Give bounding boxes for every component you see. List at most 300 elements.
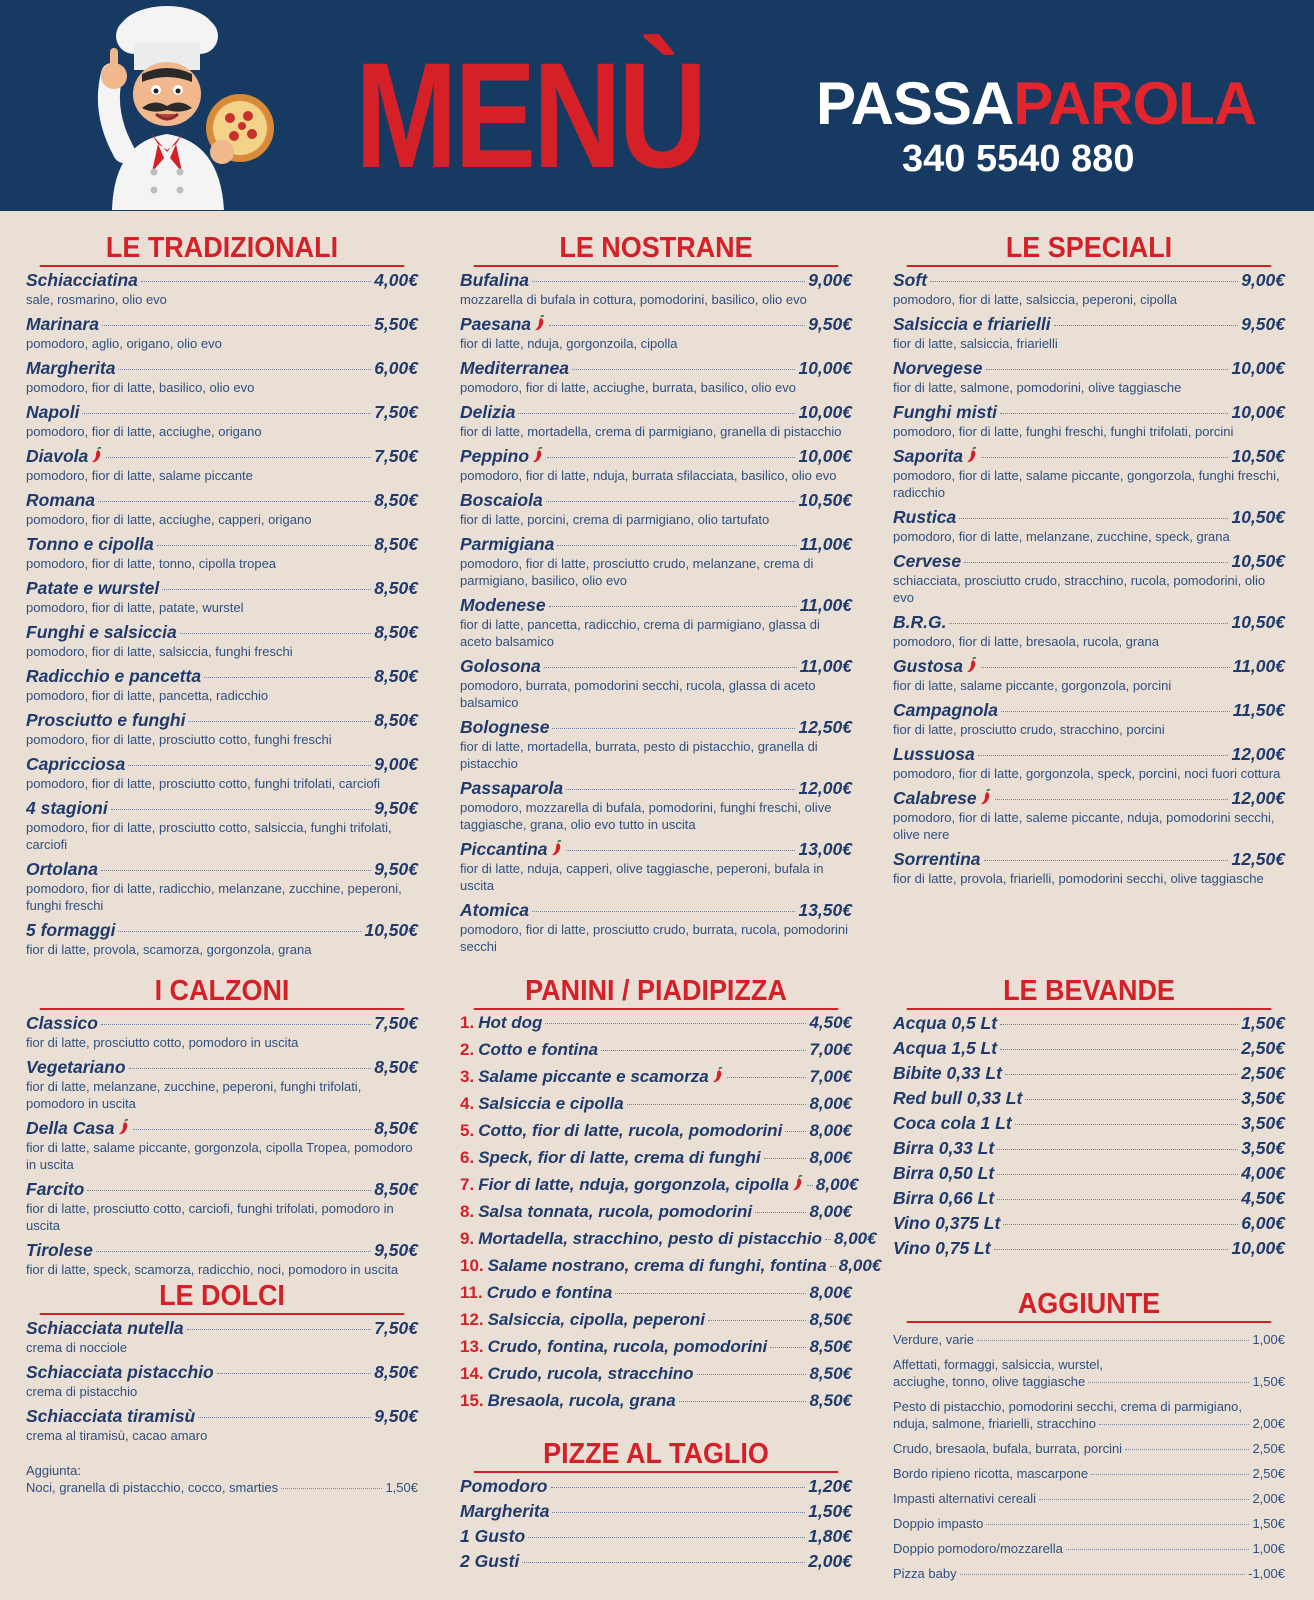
item-description: pomodoro, fior di latte, melanzane, zucchine, speck, grana — [893, 529, 1230, 544]
menu-item — [26, 709, 418, 748]
addon-row — [893, 1415, 1285, 1432]
menu-item — [26, 1361, 418, 1400]
item-row — [460, 1228, 877, 1250]
item-name — [26, 665, 201, 687]
dot-leader — [994, 1249, 1229, 1250]
item-name-text: Salsiccia e friarielli — [893, 314, 1051, 334]
item-name — [460, 533, 554, 555]
item-price: 8,00€ — [815, 1175, 859, 1194]
item-price: 12,00€ — [798, 778, 852, 798]
chili-pepper-icon — [91, 447, 103, 463]
item-name-text: Birra 0,33 Lt — [893, 1138, 995, 1158]
item-name-text: Bibite 0,33 Lt — [893, 1063, 1002, 1083]
item-number: 2. — [460, 1040, 475, 1059]
item-name — [460, 1500, 549, 1522]
item-price: 1,80€ — [808, 1526, 852, 1546]
dot-leader — [627, 1104, 807, 1105]
section-title: PIZZE AL TAGLIO — [474, 1438, 839, 1473]
item-number: 1. — [460, 1013, 475, 1032]
item-row — [460, 1500, 852, 1522]
item-name-text: Salsa tonnata, rucola, pomodorini — [478, 1202, 753, 1221]
item-name — [26, 533, 154, 555]
item-price: 10,50€ — [798, 490, 852, 510]
menu-item — [460, 1201, 852, 1223]
item-name-text: Margherita — [460, 1501, 550, 1521]
item-name-text: Bufalina — [460, 270, 530, 290]
item-description: pomodoro, fior di latte, salsiccia, funghi freschi — [26, 644, 293, 659]
menu-item — [460, 445, 852, 484]
item-name-text: Farcito — [26, 1179, 85, 1199]
item-price: 9,50€ — [374, 1406, 418, 1426]
addon-name: Doppio impasto — [893, 1516, 984, 1531]
item-name — [460, 777, 563, 799]
addon-text: Noci, granella di pistacchio, cocco, smarties — [26, 1480, 279, 1495]
dot-leader — [1066, 1549, 1250, 1550]
item-name-text: Funghi misti — [893, 402, 998, 422]
item-description: pomodoro, fior di latte, salsiccia, peperoni, cipolla — [893, 292, 1177, 307]
addon-row — [893, 1373, 1285, 1390]
item-row — [26, 1361, 418, 1383]
item-price: 10,00€ — [1231, 358, 1285, 378]
dot-leader — [1039, 1499, 1249, 1500]
item-name-text: Hot dog — [478, 1013, 543, 1032]
item-name — [26, 1405, 195, 1427]
item-row — [893, 1087, 1285, 1109]
dot-leader — [204, 677, 371, 678]
menu-item — [893, 1187, 1285, 1209]
menu-item — [26, 797, 418, 853]
menu-item — [26, 919, 418, 958]
item-row — [460, 1255, 882, 1277]
menu-item — [26, 401, 418, 440]
item-price: 12,00€ — [1231, 744, 1285, 764]
item-row — [460, 1309, 852, 1331]
item-name-text: Tirolese — [26, 1240, 93, 1260]
item-price: 4,50€ — [809, 1013, 852, 1032]
item-name — [26, 445, 103, 467]
item-description: pomodoro, fior di latte, nduja, burrata sfilacciata, basilico, olio evo — [460, 468, 837, 483]
menu-item — [460, 899, 852, 955]
item-row — [893, 1237, 1285, 1259]
item-name — [26, 357, 115, 379]
item-name — [460, 1147, 761, 1169]
item-name — [26, 489, 95, 511]
item-description: mozzarella di bufala in cottura, pomodorini, basilico, olio evo — [460, 292, 807, 307]
addon-price: -1,00€ — [1248, 1566, 1285, 1581]
chili-pepper-icon — [118, 1119, 130, 1135]
item-row — [893, 1037, 1285, 1059]
item-row — [893, 313, 1285, 335]
item-row — [26, 577, 418, 599]
item-number: 9. — [460, 1229, 475, 1248]
item-name — [893, 848, 981, 870]
section-le-bevande — [893, 975, 1285, 1262]
dot-leader — [545, 1023, 806, 1024]
item-name-text: Romana — [26, 490, 96, 510]
dot-leader — [697, 1374, 807, 1375]
dot-leader — [1025, 1099, 1238, 1100]
menu-item — [460, 1282, 852, 1304]
dot-leader — [82, 413, 371, 414]
menu-item — [893, 357, 1285, 396]
menu-item — [460, 655, 852, 711]
item-name — [460, 489, 543, 511]
item-row — [460, 1550, 852, 1572]
menu-item — [460, 269, 852, 308]
item-number: 5. — [460, 1121, 475, 1140]
item-row — [893, 1137, 1285, 1159]
item-name-text: Capricciosa — [26, 754, 126, 774]
item-description: fior di latte, mortadella, burrata, pesto di pistacchio, granella di pistacchio — [460, 739, 818, 771]
item-name — [893, 313, 1051, 335]
item-name — [26, 709, 185, 731]
item-name — [460, 1039, 598, 1061]
item-name — [460, 1012, 542, 1034]
menu-item — [26, 753, 418, 792]
dot-leader — [615, 1293, 806, 1294]
section-title: LE TRADIZIONALI — [40, 232, 405, 267]
addon-name: nduja, salmone, friarielli, stracchino — [893, 1416, 1097, 1431]
addon-row — [26, 1479, 418, 1496]
item-name — [460, 1201, 752, 1223]
dot-leader — [102, 325, 371, 326]
item-name — [460, 445, 544, 467]
item-name — [26, 577, 159, 599]
item-price: 10,50€ — [1231, 612, 1285, 632]
item-name-text: Radicchio e pancetta — [26, 666, 202, 686]
item-description: pomodoro, fior di latte, tonno, cipolla tropea — [26, 556, 277, 571]
dolci-addon — [26, 1462, 418, 1496]
dot-leader — [770, 1347, 806, 1348]
item-description: pomodoro, fior di latte, pancetta, radicchio — [26, 688, 269, 703]
item-name-text: Rustica — [893, 507, 957, 527]
item-row — [26, 858, 418, 880]
item-row — [893, 1012, 1285, 1034]
dot-leader — [1003, 1224, 1238, 1225]
item-row — [26, 621, 418, 643]
item-row — [26, 1239, 418, 1261]
item-row — [893, 787, 1285, 809]
item-row — [460, 269, 852, 291]
addon-item — [893, 1440, 1285, 1457]
item-price: 7,50€ — [374, 1318, 418, 1338]
item-name — [893, 506, 956, 528]
item-description: fior di latte, nduja, gorgonzoila, cipolla — [460, 336, 678, 351]
dot-leader — [930, 281, 1238, 282]
item-price: 9,00€ — [374, 754, 418, 774]
item-price: 12,00€ — [1231, 788, 1285, 808]
item-name-text: Acqua 1,5 Lt — [893, 1038, 998, 1058]
item-name-text: Golosona — [460, 656, 541, 676]
item-name-text: Saporita — [893, 446, 964, 466]
menu-item — [460, 1093, 852, 1115]
chef-mascot-icon — [72, 2, 282, 210]
item-name-text: Fior di latte, nduja, gorgonzola, cipolla — [478, 1175, 789, 1194]
item-name — [460, 1066, 724, 1088]
item-name — [460, 1475, 548, 1497]
dot-leader — [959, 518, 1228, 519]
item-row — [893, 1162, 1285, 1184]
menu-item — [26, 577, 418, 616]
dot-leader — [1005, 1074, 1238, 1075]
item-name-text: Boscaiola — [460, 490, 543, 510]
item-price: 4,00€ — [374, 270, 418, 290]
addon-price: 2,00€ — [1252, 1416, 1285, 1431]
item-price: 13,00€ — [798, 839, 852, 859]
dot-leader — [118, 931, 361, 932]
addon-name: acciughe, tonno, olive taggiasche — [893, 1374, 1086, 1389]
item-name-text: Ortolana — [26, 859, 98, 879]
item-row — [460, 655, 852, 677]
item-description: fior di latte, speck, scamorza, radicchio, noci, pomodoro in uscita — [26, 1262, 399, 1277]
item-name — [26, 1361, 214, 1383]
item-name-text: Vino 0,375 Lt — [893, 1213, 1001, 1233]
menu-item — [893, 787, 1285, 843]
menu-item — [893, 1212, 1285, 1234]
section-title: LE SPECIALI — [907, 232, 1272, 267]
item-row — [460, 445, 852, 467]
dot-leader — [522, 1562, 805, 1563]
menu-item — [460, 1147, 852, 1169]
menu-item — [893, 550, 1285, 606]
addon-name: Impasti alternativi cereali — [893, 1491, 1037, 1506]
item-description: crema di pistacchio — [26, 1384, 138, 1399]
item-row — [460, 1201, 852, 1223]
item-description: pomodoro, fior di latte, basilico, olio evo — [26, 380, 255, 395]
item-price: 8,00€ — [834, 1229, 877, 1248]
item-row — [460, 1012, 852, 1034]
item-name-text: Cervese — [893, 551, 962, 571]
item-price: 1,20€ — [808, 1476, 852, 1496]
item-row — [460, 594, 852, 616]
item-price: 11,00€ — [1232, 656, 1285, 676]
item-price: 6,00€ — [1241, 1213, 1285, 1233]
item-name-text: Tonno e cipolla — [26, 534, 154, 554]
item-price: 10,00€ — [798, 358, 852, 378]
dot-leader — [1001, 711, 1230, 712]
item-name — [460, 269, 529, 291]
addon-item — [893, 1540, 1285, 1557]
item-name — [26, 858, 98, 880]
item-price: 8,00€ — [809, 1148, 852, 1167]
item-price: 8,50€ — [809, 1364, 852, 1383]
addon-price: 2,00€ — [1252, 1491, 1285, 1506]
item-description: pomodoro, fior di latte, salame piccante, gongorzola, funghi freschi, radicchio — [893, 468, 1280, 500]
item-name-text: Speck, fior di latte, crema di funghi — [478, 1148, 761, 1167]
dot-leader — [96, 1251, 371, 1252]
item-name-text: 4 stagioni — [26, 798, 108, 818]
item-row — [26, 1012, 418, 1034]
addon-row — [893, 1440, 1285, 1457]
item-row — [893, 699, 1285, 721]
item-name — [460, 1174, 804, 1196]
item-name-text: Atomica — [460, 900, 530, 920]
dot-leader — [118, 369, 371, 370]
item-name — [893, 743, 975, 765]
item-price: 8,50€ — [374, 1179, 418, 1199]
addon-name: Verdure, varie — [893, 1332, 974, 1347]
dot-leader — [764, 1158, 807, 1159]
dot-leader — [708, 1320, 807, 1321]
item-name-text: Gustosa — [893, 656, 964, 676]
item-description: fior di latte, salmone, pomodorini, olive taggiasche — [893, 380, 1182, 395]
dot-leader — [552, 728, 795, 729]
menu-item — [460, 1120, 852, 1142]
item-row — [26, 1405, 418, 1427]
item-description: pomodoro, fior di latte, prosciutto crudo, burrata, rucola, pomodorini secchi — [460, 922, 849, 954]
item-name — [26, 919, 115, 941]
item-price: 9,50€ — [374, 798, 418, 818]
addon-row — [893, 1465, 1285, 1482]
item-price: 10,50€ — [1231, 446, 1285, 466]
addon-price: 1,50€ — [1252, 1516, 1285, 1531]
dot-leader — [552, 1512, 805, 1513]
item-name — [460, 1525, 525, 1547]
item-name-text: Salsiccia e cipolla — [478, 1094, 624, 1113]
menu-item — [460, 1550, 852, 1572]
dot-leader — [986, 1524, 1249, 1525]
addon-price: 2,50€ — [1252, 1441, 1285, 1456]
dot-leader — [532, 281, 805, 282]
item-description: pomodoro, fior di latte, saleme piccante, nduja, pomodorini secchi, olive nere — [893, 810, 1275, 842]
dot-leader — [601, 1050, 806, 1051]
item-name-text: Marinara — [26, 314, 99, 334]
item-row — [893, 401, 1285, 423]
item-row — [893, 1062, 1285, 1084]
menu-item — [26, 1405, 418, 1444]
menu-item — [460, 1390, 852, 1412]
item-price: 11,00€ — [799, 595, 852, 615]
item-name-text: Schiacciata pistacchio — [26, 1362, 214, 1382]
item-name-text: Vino 0,75 Lt — [893, 1238, 991, 1258]
item-price: 1,50€ — [1241, 1013, 1285, 1033]
item-description: fior di latte, salame piccante, gorgonzola, cipolla Tropea, pomodoro in uscita — [26, 1140, 413, 1172]
menu-item — [893, 848, 1285, 887]
menu-item — [460, 1336, 852, 1358]
menu-item — [460, 401, 852, 440]
menu-item — [26, 1012, 418, 1051]
item-name — [460, 1255, 827, 1277]
item-number: 7. — [460, 1175, 475, 1194]
menu-item — [26, 621, 418, 660]
item-price: 7,50€ — [374, 446, 418, 466]
item-price: 11,00€ — [799, 656, 852, 676]
header-banner — [0, 0, 1314, 211]
addon-item — [893, 1465, 1285, 1482]
menu-item — [893, 313, 1285, 352]
dot-leader — [1000, 413, 1228, 414]
menu-item — [460, 357, 852, 396]
dot-leader — [162, 589, 371, 590]
addon-price: 1,00€ — [1252, 1332, 1285, 1347]
item-price: 3,50€ — [1241, 1113, 1285, 1133]
item-description: fior di latte, provola, friarielli, pomodorini secchi, olive taggiasche — [893, 871, 1264, 886]
dot-leader — [960, 1574, 1246, 1575]
item-description: pomodoro, fior di latte, gorgonzola, speck, porcini, noci fuori cottura — [893, 766, 1281, 781]
menu-item — [460, 533, 852, 589]
dot-leader — [1099, 1424, 1249, 1425]
item-name-text: Birra 0,50 Lt — [893, 1163, 995, 1183]
item-number: 15. — [460, 1391, 484, 1410]
item-name — [893, 269, 927, 291]
dot-leader — [1054, 325, 1239, 326]
item-number: 8. — [460, 1202, 475, 1221]
item-description: pomodoro, fior di latte, patate, wurstel — [26, 600, 244, 615]
item-name-text: Calabrese — [893, 788, 977, 808]
item-name-text: Funghi e salsiccia — [26, 622, 177, 642]
item-row — [26, 797, 418, 819]
item-description: fior di latte, prosciutto cotto, carciofi, funghi trifolati, pomodoro in uscita — [26, 1201, 394, 1233]
item-name-text: Piccantina — [460, 839, 548, 859]
dot-leader — [180, 633, 371, 634]
addon-name: Bordo ripieno ricotta, mascarpone — [893, 1466, 1089, 1481]
section-le-nostrane — [460, 232, 852, 960]
item-row — [460, 777, 852, 799]
item-description: pomodoro, fior di latte, acciughe, origano — [26, 424, 262, 439]
item-row — [893, 655, 1285, 677]
section-aggiunte — [893, 1288, 1285, 1590]
item-row — [460, 838, 852, 860]
item-description: schiacciata, prosciutto crudo, stracchino, rucola, pomodorini, olio evo — [893, 573, 1266, 605]
item-name — [893, 611, 946, 633]
item-name-text: Crudo, fontina, rucola, pomodorini — [487, 1337, 768, 1356]
dot-leader — [1000, 1024, 1238, 1025]
item-row — [893, 506, 1285, 528]
menu-item — [460, 716, 852, 772]
menu-item — [460, 1228, 877, 1250]
item-price: 8,00€ — [809, 1283, 852, 1302]
item-name — [893, 550, 961, 572]
item-name — [26, 313, 99, 335]
dot-leader — [281, 1488, 382, 1489]
addon-price: 1,50€ — [1252, 1374, 1285, 1389]
menu-item — [460, 594, 852, 650]
item-price: 4,00€ — [1241, 1163, 1285, 1183]
item-name-text: Coca cola 1 Lt — [893, 1113, 1012, 1133]
item-row — [893, 1212, 1285, 1234]
dot-leader — [984, 860, 1229, 861]
menu-item — [26, 1178, 418, 1234]
section-title: LE DOLCI — [40, 1280, 405, 1315]
item-number: 10. — [460, 1256, 484, 1275]
dot-leader — [755, 1212, 806, 1213]
menu-item — [26, 489, 418, 528]
item-name-text: Classico — [26, 1013, 98, 1033]
item-description: pomodoro, fior di latte, salame piccante — [26, 468, 253, 483]
dot-leader — [549, 325, 805, 326]
addon-name: Crudo, bresaola, bufala, burrata, porcini — [893, 1441, 1123, 1456]
menu-item — [460, 1363, 852, 1385]
item-name-text: Patate e wurstel — [26, 578, 160, 598]
dot-leader — [566, 789, 795, 790]
dot-leader — [106, 457, 371, 458]
item-name — [26, 753, 125, 775]
section-title: PANINI / PIADIPIZZA — [474, 975, 839, 1010]
item-row — [26, 753, 418, 775]
section-i-calzoni — [26, 975, 418, 1283]
item-name — [893, 1212, 1000, 1234]
item-name-text: Bolognese — [460, 717, 550, 737]
item-price: 2,00€ — [808, 1551, 852, 1571]
item-name — [26, 1317, 184, 1339]
item-name-text: Crudo e fontina — [486, 1283, 613, 1302]
item-name — [26, 1178, 84, 1200]
item-row — [26, 489, 418, 511]
dot-leader — [825, 1239, 831, 1240]
item-name — [460, 1228, 822, 1250]
item-price: 2,50€ — [1241, 1038, 1285, 1058]
item-name — [26, 1239, 93, 1261]
